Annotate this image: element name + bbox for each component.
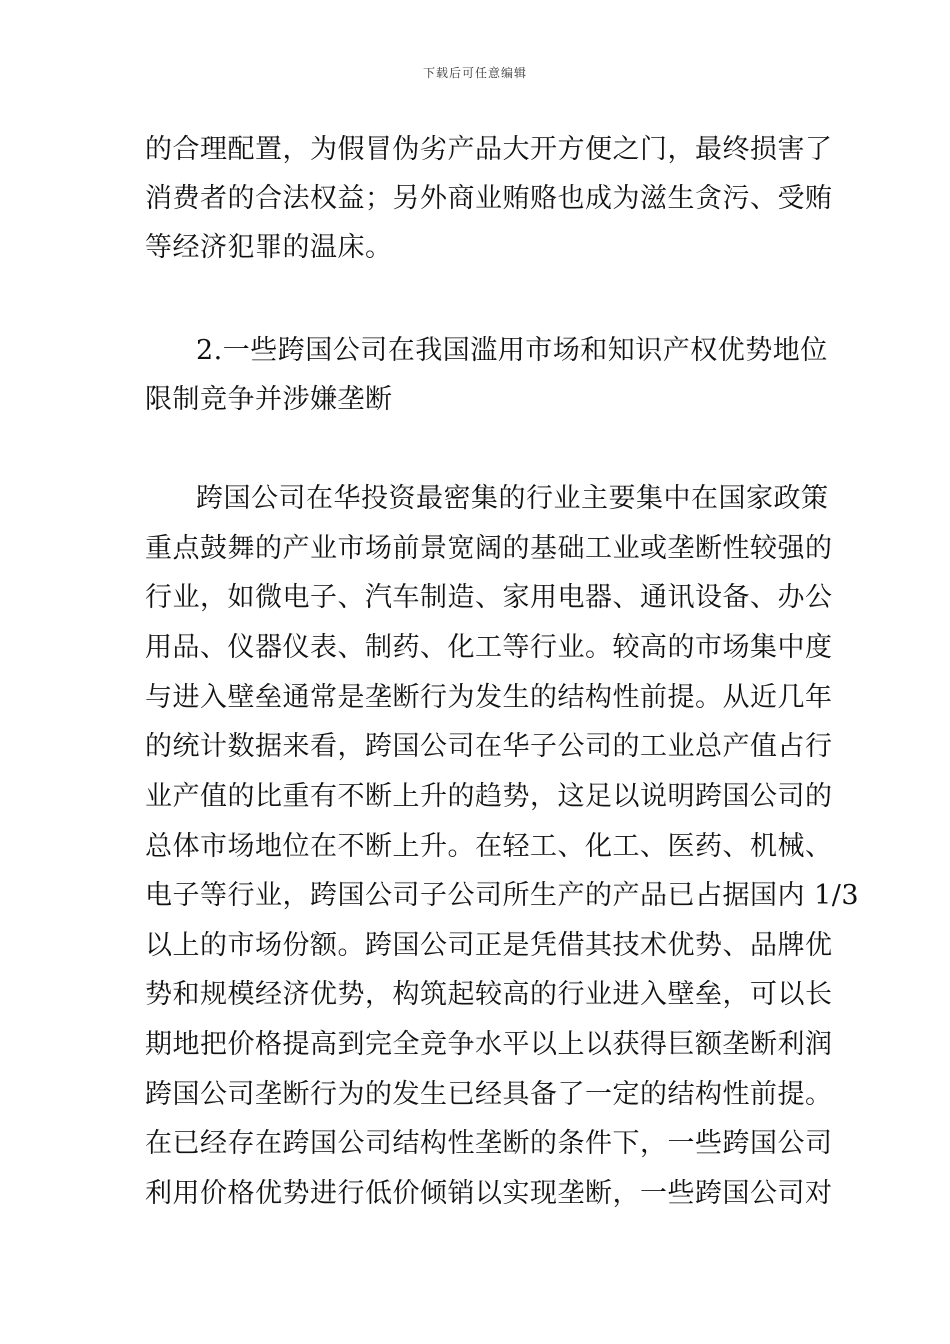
paragraph-line: 的统计数据来看，跨国公司在华子公司的工业总产值占行 <box>145 731 833 762</box>
paragraph-line: 电子等行业，跨国公司子公司所生产的产品已占据国内 1/3 <box>145 880 860 911</box>
paragraph-line: 以上的市场份额。跨国公司正是凭借其技术优势、品牌优 <box>145 930 833 961</box>
paragraph-line: 在已经存在跨国公司结构性垄断的条件下，一些跨国公司 <box>145 1128 833 1159</box>
paragraph-line: 重点鼓舞的产业市场前景宽阔的基础工业或垄断性较强的 <box>145 533 833 564</box>
paragraph-line: 用品、仪器仪表、制药、化工等行业。较高的市场集中度 <box>145 632 833 663</box>
paragraph-line: 的合理配置，为假冒伪劣产品大开方便之门，最终损害了 <box>145 134 833 165</box>
paragraph-line: 势和规模经济优势，构筑起较高的行业进入壁垒，可以长 <box>145 979 833 1010</box>
paragraph-line: 跨国公司在华投资最密集的行业主要集中在国家政策 <box>196 483 829 514</box>
paragraph-line: 行业，如微电子、汽车制造、家用电器、通讯设备、办公 <box>145 582 833 613</box>
heading-line: 2.一些跨国公司在我国滥用市场和知识产权优势地位 <box>196 335 828 366</box>
paragraph-line: 跨国公司垄断行为的发生已经具备了一定的结构性前提。 <box>145 1079 833 1110</box>
paragraph-line: 总体市场地位在不断上升。在轻工、化工、医药、机械、 <box>145 831 833 862</box>
heading-line: 限制竞争并涉嫌垄断 <box>145 384 393 415</box>
paragraph-line: 业产值的比重有不断上升的趋势，这足以说明跨国公司的 <box>145 781 833 812</box>
paragraph-line: 消费者的合法权益；另外商业贿赂也成为滋生贪污、受贿 <box>145 183 833 214</box>
paragraph-line: 期地把价格提高到完全竞争水平以上以获得巨额垄断利润 <box>145 1029 833 1060</box>
page-header: 下载后可任意编辑 <box>422 66 527 80</box>
paragraph-line: 与进入壁垒通常是垄断行为发生的结构性前提。从近几年 <box>145 682 833 713</box>
paragraph-line: 利用价格优势进行低价倾销以实现垄断，一些跨国公司对 <box>145 1178 833 1209</box>
paragraph-line: 等经济犯罪的温床。 <box>145 232 393 263</box>
